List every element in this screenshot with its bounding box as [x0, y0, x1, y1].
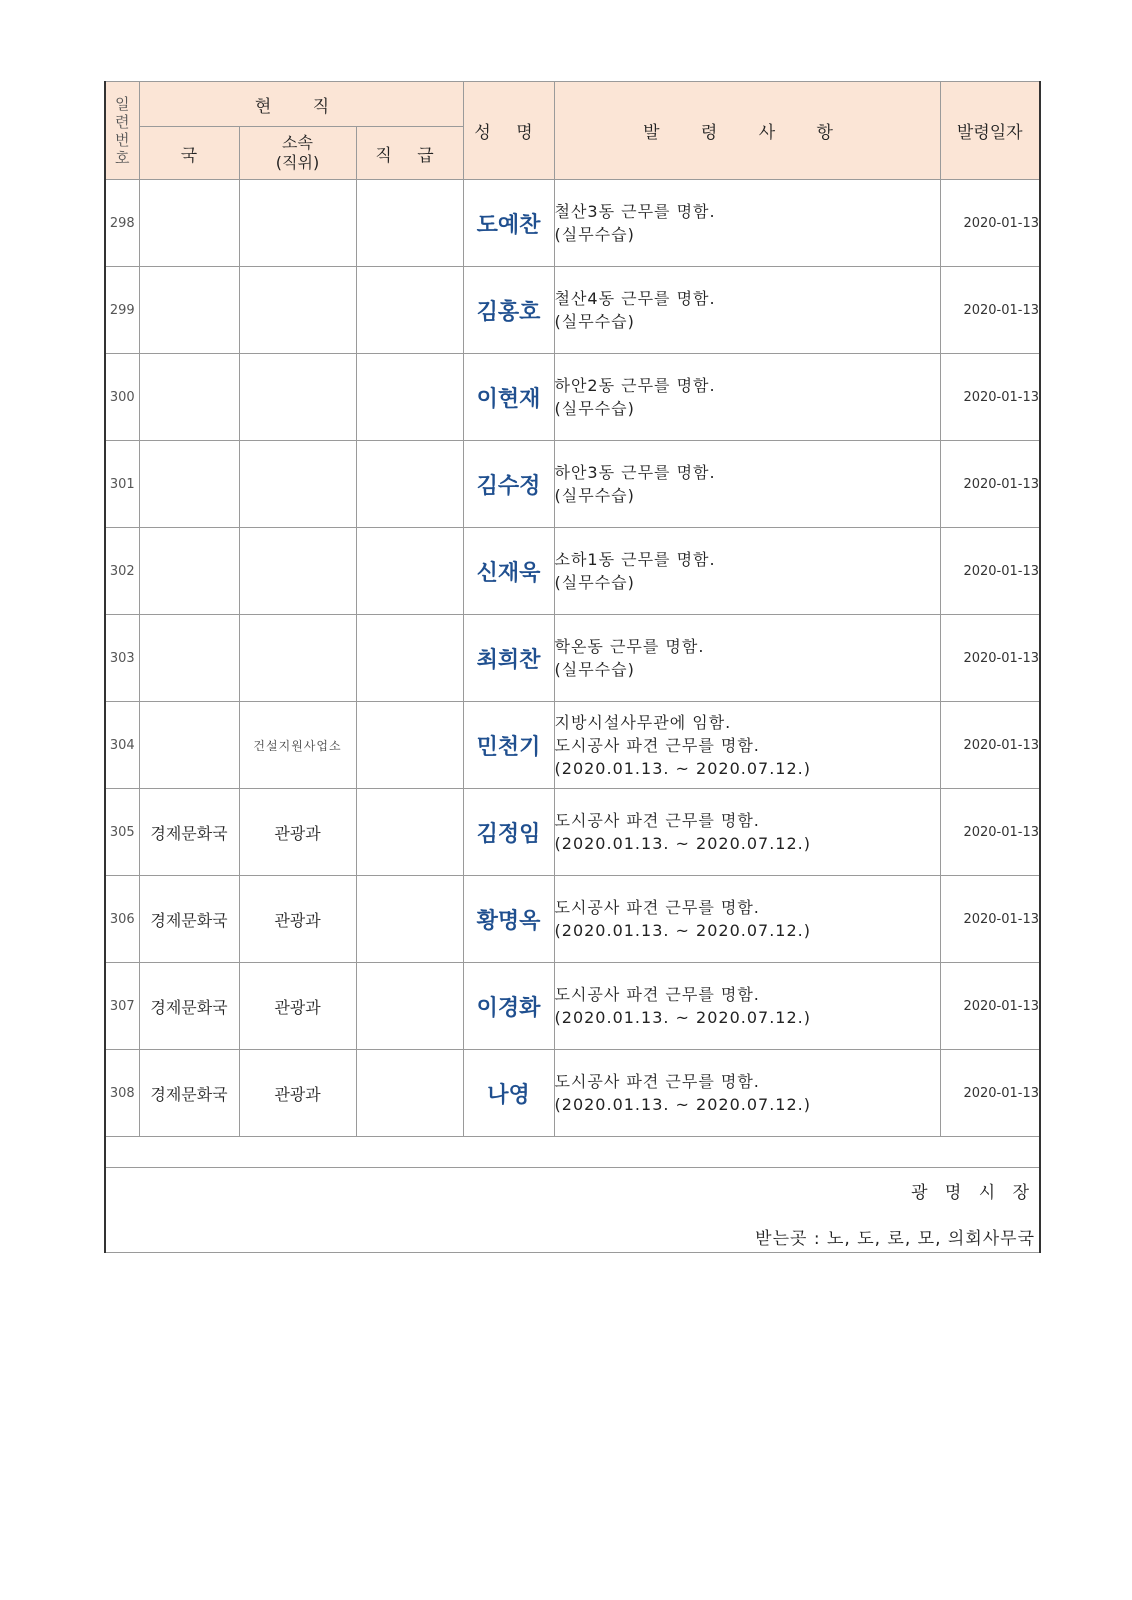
cell-appointment [554, 876, 940, 963]
cell-date: 2020-01-13 [940, 441, 1040, 528]
cell-bureau: 경제문화국 [139, 1050, 239, 1137]
appointment-line-2: (실무수습) [554, 312, 635, 331]
appointment-document [104, 81, 1039, 1253]
cell-appointment [554, 354, 940, 441]
header-appointment [554, 82, 940, 180]
appointment-line-2: (실무수습) [554, 573, 635, 592]
appointment-line-2: 도시공사 파견 근무를 명함. [554, 735, 760, 755]
cell-appointment [554, 615, 940, 702]
cell-seq: 308 [105, 1050, 139, 1137]
cell-bureau: 경제문화국 [139, 789, 239, 876]
cell-unit [239, 528, 356, 615]
cell-name: 김수정 [463, 441, 554, 528]
cell-name: 신재욱 [463, 528, 554, 615]
cell-grade [356, 528, 463, 615]
cell-date: 2020-01-13 [940, 528, 1040, 615]
cell-appointment [554, 267, 940, 354]
cell-unit: 관광과 [239, 789, 356, 876]
cell-appointment [554, 702, 940, 789]
cell-name: 김홍호 [463, 267, 554, 354]
table-row [105, 963, 1040, 1050]
cell-seq: 298 [105, 180, 139, 267]
cell-appointment [554, 528, 940, 615]
appointment-line-1: 도시공사 파견 근무를 명함. [554, 898, 760, 917]
header-current-position [139, 82, 463, 127]
cell-bureau [139, 702, 239, 789]
cell-name: 나영 [463, 1050, 554, 1137]
cell-name: 민천기 [463, 702, 554, 789]
header-name-label: 성 명 [474, 123, 543, 143]
cell-date: 2020-01-13 [940, 354, 1040, 441]
cell-appointment [554, 180, 940, 267]
cell-unit: 관광과 [239, 963, 356, 1050]
cell-bureau [139, 441, 239, 528]
appointment-line-1: 철산3동 근무를 명함. [554, 202, 716, 221]
cell-grade [356, 267, 463, 354]
cell-seq: 305 [105, 789, 139, 876]
cell-seq: 307 [105, 963, 139, 1050]
header-current-position-label: 현 직 [254, 96, 348, 117]
appointment-line-2: (실무수습) [554, 225, 635, 244]
header-appointment-label: 발 령 사 항 [643, 123, 851, 143]
appointment-line-1: 도시공사 파견 근무를 명함. [554, 811, 760, 830]
cell-date: 2020-01-13 [940, 1050, 1040, 1137]
cell-unit [239, 354, 356, 441]
cell-grade [356, 1050, 463, 1137]
cell-grade [356, 441, 463, 528]
appointment-line-2: (2020.01.13. ~ 2020.07.12.) [554, 834, 811, 853]
cell-seq: 302 [105, 528, 139, 615]
cell-unit: 관광과 [239, 1050, 356, 1137]
header-unit [239, 127, 356, 180]
header-bureau [139, 127, 239, 180]
cell-bureau [139, 354, 239, 441]
cell-bureau: 경제문화국 [139, 963, 239, 1050]
cell-bureau [139, 615, 239, 702]
table-row [105, 267, 1040, 354]
header-date [940, 82, 1040, 180]
appointment-line-2: (실무수습) [554, 399, 635, 418]
table-row [105, 1050, 1040, 1137]
cell-seq: 304 [105, 702, 139, 789]
cell-grade [356, 789, 463, 876]
cell-date: 2020-01-13 [940, 702, 1040, 789]
cell-date: 2020-01-13 [940, 963, 1040, 1050]
appointment-line-2: (2020.01.13. ~ 2020.07.12.) [554, 1008, 811, 1027]
header-date-label: 발령일자 [956, 123, 1023, 143]
cell-appointment [554, 789, 940, 876]
cell-date: 2020-01-13 [940, 180, 1040, 267]
blank-row [105, 1137, 1040, 1168]
appointment-line-2: (2020.01.13. ~ 2020.07.12.) [554, 1095, 811, 1114]
appointment-line-1: 하안2동 근무를 명함. [554, 376, 716, 395]
header-unit-line2: (직위) [275, 153, 320, 172]
header-seq-label: 일 련 번 호 [115, 94, 130, 167]
table-row [105, 441, 1040, 528]
blank-cell [105, 1137, 1040, 1168]
cell-name: 도예찬 [463, 180, 554, 267]
cell-unit [239, 180, 356, 267]
signer: 광 명 시 장 [911, 1183, 1036, 1203]
header-grade [356, 127, 463, 180]
cell-name: 황명옥 [463, 876, 554, 963]
cell-grade [356, 702, 463, 789]
cell-bureau: 경제문화국 [139, 876, 239, 963]
header-row-top [105, 82, 1040, 127]
cell-grade [356, 876, 463, 963]
header-name [463, 82, 554, 180]
cell-seq: 306 [105, 876, 139, 963]
cell-seq: 301 [105, 441, 139, 528]
cell-seq: 300 [105, 354, 139, 441]
cell-appointment [554, 441, 940, 528]
table-row [105, 180, 1040, 267]
header-grade-label: 직 급 [375, 145, 444, 166]
table-row [105, 615, 1040, 702]
table-row [105, 789, 1040, 876]
table-row [105, 702, 1040, 789]
cell-seq: 303 [105, 615, 139, 702]
cell-appointment [554, 1050, 940, 1137]
appointment-line-1: 하안3동 근무를 명함. [554, 463, 716, 482]
cell-unit [239, 615, 356, 702]
cell-name: 최희찬 [463, 615, 554, 702]
cell-name: 김정임 [463, 789, 554, 876]
cell-date: 2020-01-13 [940, 267, 1040, 354]
cell-bureau [139, 528, 239, 615]
appointment-line-2: (실무수습) [554, 660, 635, 679]
cell-seq: 299 [105, 267, 139, 354]
header-seq [105, 82, 139, 180]
cell-bureau [139, 180, 239, 267]
appointment-line-1: 도시공사 파견 근무를 명함. [554, 985, 760, 1004]
cell-unit [239, 441, 356, 528]
appointment-line-1: 지방시설사무관에 임함. [554, 712, 732, 732]
cell-grade [356, 354, 463, 441]
table-row [105, 876, 1040, 963]
recipients: 받는곳 : 노, 도, 로, 모, 의회사무국 [755, 1229, 1036, 1249]
cell-name: 이경화 [463, 963, 554, 1050]
appointment-line-3: (2020.01.13. ~ 2020.07.12.) [554, 758, 811, 778]
appointment-line-1: 소하1동 근무를 명함. [554, 550, 716, 569]
cell-date: 2020-01-13 [940, 615, 1040, 702]
header-unit-line1: 소속 [282, 133, 313, 152]
appointment-line-1: 철산4동 근무를 명함. [554, 289, 716, 308]
appointment-line-2: (실무수습) [554, 486, 635, 505]
cell-unit [239, 267, 356, 354]
cell-grade [356, 180, 463, 267]
header-bureau-label: 국 [180, 145, 198, 166]
appointment-line-1: 학온동 근무를 명함. [554, 637, 705, 656]
table-row [105, 354, 1040, 441]
cell-appointment [554, 963, 940, 1050]
cell-unit: 관광과 [239, 876, 356, 963]
appointment-line-1: 도시공사 파견 근무를 명함. [554, 1072, 760, 1091]
appointment-table [104, 81, 1041, 1253]
footer-row [105, 1168, 1040, 1253]
appointment-line-2: (2020.01.13. ~ 2020.07.12.) [554, 921, 811, 940]
cell-date: 2020-01-13 [940, 789, 1040, 876]
cell-grade [356, 963, 463, 1050]
footer-cell [105, 1168, 1040, 1253]
table-row [105, 528, 1040, 615]
cell-bureau [139, 267, 239, 354]
cell-date: 2020-01-13 [940, 876, 1040, 963]
cell-grade [356, 615, 463, 702]
cell-name: 이현재 [463, 354, 554, 441]
cell-unit: 건설지원사업소 [239, 702, 356, 789]
